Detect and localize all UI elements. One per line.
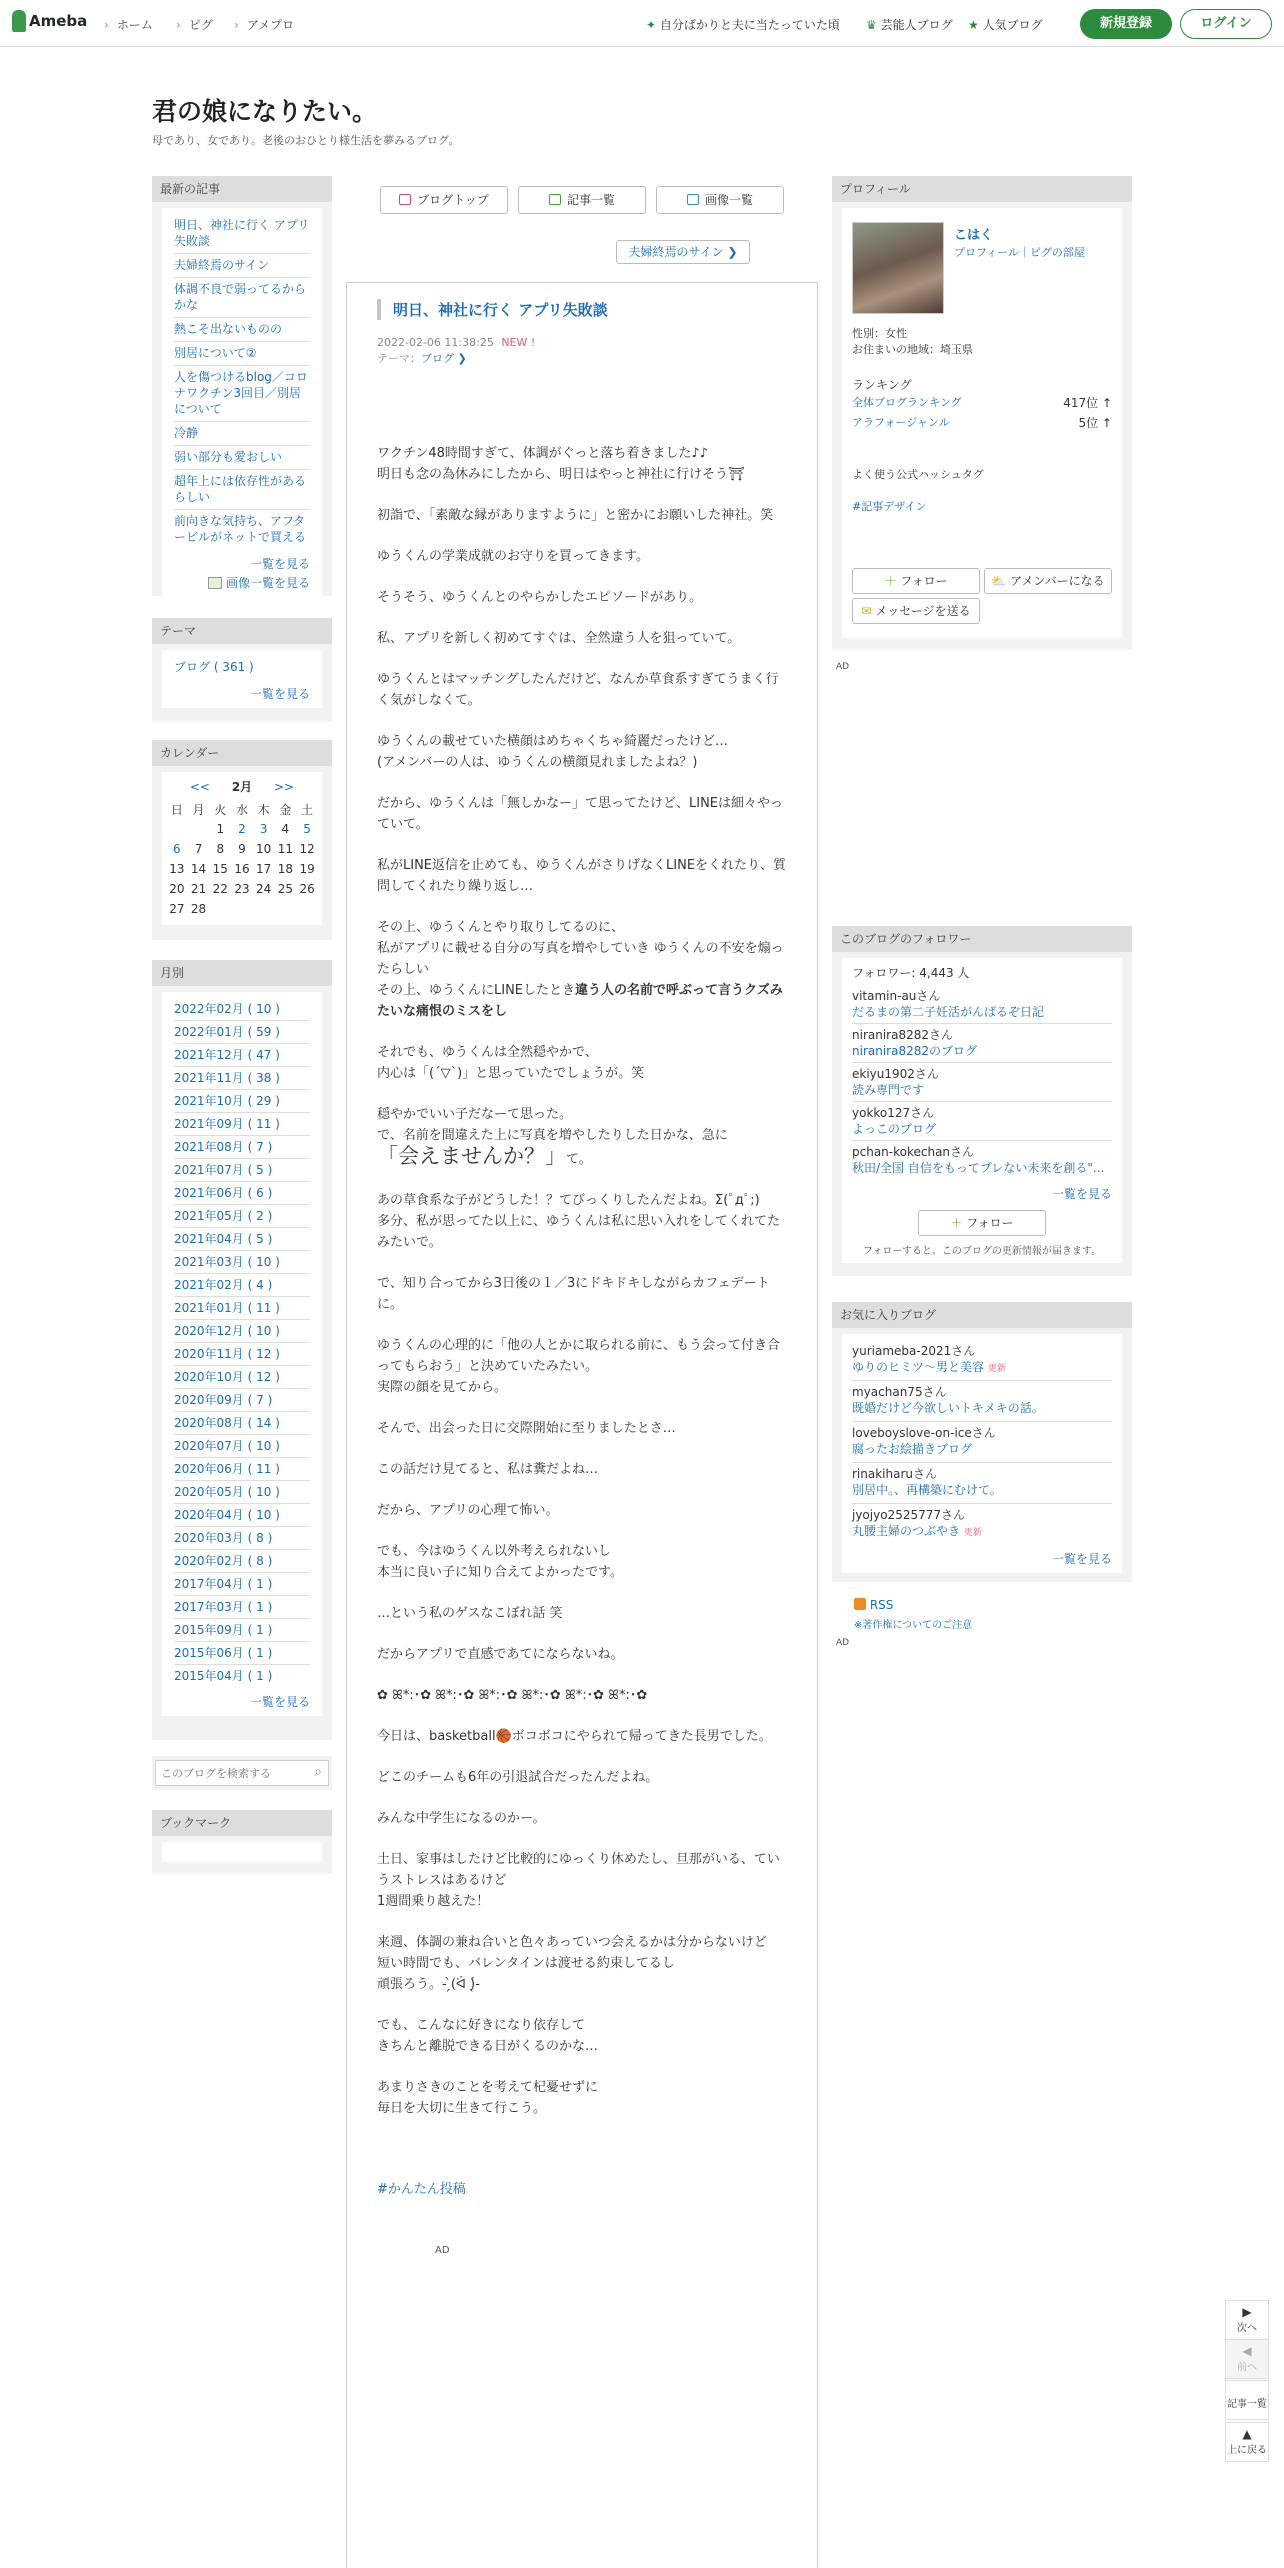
- search-icon[interactable]: ⌕: [314, 1764, 322, 1780]
- crown-icon: ♛: [866, 18, 877, 32]
- back-to-top-button[interactable]: ▲ 上に戻る: [1225, 2422, 1269, 2462]
- paragraph: ワクチン48時間すぎて、体調がぐっと落ち着きました♪♪ 明日も念の為休みにしたから、明日はやっと神社に行けそう⛩: [377, 446, 745, 482]
- recent-posts-list: [174, 214, 310, 549]
- paragraph: この話だけ見てると、私は糞だよね…: [377, 1462, 599, 1477]
- month-archive-item: [174, 1320, 310, 1343]
- follower-user: yokko127さん: [852, 1106, 935, 1120]
- paragraph: …という私のゲスなこぼれ話 笑: [377, 1606, 563, 1621]
- bold-text: 違う人の名前で呼ぶって言うクズみたいな痛恨のミスをし: [377, 983, 783, 1019]
- recent-post-item: [174, 422, 310, 446]
- favorite-blog-item: [852, 1422, 1112, 1463]
- followers-list: [852, 985, 1112, 1179]
- paragraph: 土日、家事はしたけど比較的にゆっくり休めたし、旦那がいる、ていうストレスはあるけど 1週間乗り越えた！: [377, 1852, 780, 1909]
- month-archive-link[interactable]: 2021年02月 ( 4 ): [174, 1278, 273, 1292]
- calendar-box: [152, 740, 332, 940]
- calendar-day: [275, 899, 297, 919]
- nav-pigg[interactable]: › ピグ: [176, 16, 213, 33]
- month-archive-item: [174, 1619, 310, 1642]
- follower-item: [852, 1141, 1112, 1179]
- calendar-day: 18: [277, 862, 293, 876]
- recent-post-item: [174, 446, 310, 470]
- month-archive-item: [174, 1389, 310, 1412]
- updated-badge: 更新: [987, 1364, 1006, 1374]
- nav-home[interactable]: › ホーム: [104, 16, 153, 33]
- follower-user: vitamin-auさん: [852, 989, 941, 1003]
- weekday-label: 月: [192, 802, 205, 817]
- rss-link[interactable]: RSS: [869, 1598, 894, 1612]
- recent-post-link[interactable]: 夫婦終焉のサイン: [174, 258, 270, 272]
- month-archive-link[interactable]: 2021年05月 ( 2 ): [174, 1209, 273, 1223]
- paragraph: ゆうくんの載せていた横顔はめちゃくちゃ綺麗だったけど… (アメンバーの人は、ゆうくんの横顔見れましたよね？): [377, 734, 729, 770]
- month-archive-link[interactable]: 2020年06月 ( 11 ): [174, 1462, 280, 1476]
- amember-button[interactable]: ⛅ アメンバーになる: [984, 568, 1112, 594]
- global-header: [0, 0, 1284, 47]
- month-archive-item: [174, 1504, 310, 1527]
- favorite-blog-item: [852, 1340, 1112, 1381]
- month-archive-item: [174, 1182, 310, 1205]
- month-archive-link[interactable]: 2020年07月 ( 10 ): [174, 1439, 280, 1453]
- favorites-heading: お気に入りブログ: [832, 1302, 1132, 1328]
- calendar-day[interactable]: 5: [303, 822, 311, 836]
- month-archive-link[interactable]: 2021年08月 ( 7 ): [174, 1140, 273, 1154]
- followers-heading: このブログのフォロワー: [832, 926, 1132, 952]
- copyright-note-link[interactable]: ※著作権についてのご注意: [854, 1620, 973, 1631]
- rss-icon: [854, 1598, 866, 1610]
- calendar-day: 21: [190, 882, 207, 896]
- paragraph: でも、こんなに好きになり依存して きちんと離脱できる日がくるのかな…: [377, 2018, 599, 2054]
- paragraph: だからアプリで直感であてにならないね。: [377, 1647, 624, 1662]
- follower-item: [852, 1063, 1112, 1102]
- monthly-list: [174, 998, 310, 1687]
- calendar-day: [188, 819, 210, 839]
- month-archive-link[interactable]: 2022年01月 ( 59 ): [174, 1025, 280, 1039]
- entry-body: [377, 443, 789, 2281]
- calendar-day: 26: [299, 882, 315, 896]
- month-archive-link[interactable]: 2020年08月 ( 14 ): [174, 1416, 280, 1430]
- favorite-user: myachan75さん: [852, 1385, 947, 1399]
- favorite-blog-link[interactable]: 既婚だけど今欲しいトキメキの話。: [852, 1401, 1044, 1415]
- search-box: [152, 1756, 332, 1790]
- paragraph: 来週、体調の兼ね合いと色々あっていつ会えるかは分からないけど 短い時間でも、バレンタインは渡せる約束してるし 頑張ろう。- ̗̀(ᐛ )̖́-: [377, 1935, 767, 1992]
- month-archive-item: [174, 1412, 310, 1435]
- favorites-box: [832, 1302, 1132, 1582]
- tab-entry-list[interactable]: 記事一覧: [518, 186, 646, 214]
- follower-user: ekiyu1902さん: [852, 1067, 939, 1081]
- month-archive-item: [174, 1251, 310, 1274]
- theme-more-link[interactable]: 一覧を見る: [249, 687, 310, 701]
- updated-badge: 更新: [963, 1528, 982, 1538]
- ameba-logo[interactable]: Ameba: [12, 10, 87, 32]
- favorite-blog-item: [852, 1463, 1112, 1504]
- header-trend-link[interactable]: ✦ 自分ばかりと夫に当たっていた頃: [646, 18, 840, 32]
- follower-item: [852, 1102, 1112, 1141]
- theme-label: テーマ：: [377, 352, 421, 365]
- paragraph: どこのチームも6年の引退試合だったんだよね。: [377, 1770, 659, 1785]
- paragraph: あの草食系な子がどうした！？てびっくりしたんだよね。Σ(ﾟдﾟ;) 多分、私が思ってた以上に、ゆうくんは私に思い入れをしてくれてたみたいで。: [377, 1193, 781, 1250]
- month-archive-link[interactable]: 2020年09月 ( 7 ): [174, 1393, 273, 1407]
- recent-post-item: [174, 318, 310, 342]
- recent-post-item: [174, 214, 310, 254]
- month-archive-item: [174, 998, 310, 1021]
- favorite-blog-item: [852, 1381, 1112, 1422]
- favorite-blog-link[interactable]: ゆりのヒミツ〜男と美容: [852, 1360, 985, 1374]
- tab-image-list[interactable]: 画像一覧: [656, 186, 784, 214]
- calendar-day: 14: [190, 862, 207, 876]
- calendar-table: [166, 799, 318, 919]
- followers-box: [832, 926, 1132, 1276]
- month-archive-link[interactable]: 2017年03月 ( 1 ): [174, 1600, 273, 1614]
- paragraph: あまりさきのことを考えて杞憂せずに 毎日を大切に生きて行こう。: [377, 2080, 599, 2116]
- favorite-blog-link[interactable]: 丸腰主婦のつぶやき: [852, 1524, 961, 1538]
- quote-text: 「会えませんか？」: [377, 1144, 566, 1168]
- profile-name[interactable]: こはく: [954, 228, 994, 243]
- recent-post-item: [174, 342, 310, 366]
- recent-post-item: [174, 278, 310, 318]
- rss-ad-label: AD: [836, 1638, 850, 1648]
- month-archive-link[interactable]: 2021年03月 ( 10 ): [174, 1255, 280, 1269]
- calendar-day: [231, 899, 253, 919]
- month-archive-item: [174, 1228, 310, 1251]
- register-button[interactable]: 新規登録: [1080, 9, 1172, 39]
- favorite-user: yuriameba-2021さん: [852, 1344, 976, 1358]
- calendar-day[interactable]: 2: [238, 822, 246, 836]
- favorite-user: loveboyslove-on-iceさん: [852, 1426, 996, 1440]
- follower-user: niranira8282さん: [852, 1028, 953, 1042]
- paragraph: 穏やかでいい子だなーて思った。 で、名前を間違えた上に写真を増やしたりした日かな、急に 「会えませんか？」て。: [377, 1107, 728, 1168]
- paragraph: みんな中学生になるのかー。: [377, 1811, 546, 1826]
- paragraph: だから、ゆうくんは「無しかなー」て思ってたけど、LINEは細々やっていて。: [377, 796, 784, 832]
- profile-heading: プロフィール: [832, 176, 1132, 202]
- entry-date: 2022-02-06 11:38:25: [377, 336, 494, 349]
- entry-title[interactable]: 明日、神社に行く アプリ失敗談: [377, 299, 608, 320]
- monthly-heading: 月別: [152, 960, 332, 986]
- paragraph: そうそう、ゆうくんとのやらかしたエピソードがあり。: [377, 590, 703, 605]
- ameba-figure-icon: [12, 10, 26, 32]
- monthly-box: [152, 960, 332, 1740]
- recent-post-item: [174, 254, 310, 278]
- calendar-next[interactable]: >>: [274, 780, 295, 794]
- month-archive-link[interactable]: 2020年10月 ( 12 ): [174, 1370, 280, 1384]
- calendar-day: 15: [212, 862, 228, 876]
- prev-entry-button[interactable]: ◀ 前へ: [1225, 2339, 1269, 2379]
- calendar-day: 28: [190, 902, 207, 916]
- follower-item: [852, 1024, 1112, 1063]
- profile-box: [832, 176, 1132, 650]
- header-celeb-link[interactable]: ♛ 芸能人ブログ: [866, 18, 953, 32]
- message-button[interactable]: ✉ メッセージを送る: [852, 598, 980, 624]
- calendar-day: 4: [281, 822, 290, 836]
- ranking-genre-value: 5位 ↑: [1078, 416, 1112, 430]
- calendar-day[interactable]: 6: [173, 842, 181, 856]
- paragraph: ゆうくんの心理的に「他の人とかに取られる前に、もう会って付き合ってもらおう」と決めていたみたい。 実際の顔を見てから。: [377, 1338, 781, 1395]
- list-icon: [549, 194, 561, 205]
- calendar-day: [209, 899, 231, 919]
- profile-hashtag[interactable]: #記事デザイン: [852, 500, 927, 513]
- recent-more-link[interactable]: 一覧を見る: [249, 557, 310, 571]
- profile-location: お住まいの地域：埼玉県: [852, 343, 973, 356]
- paragraph: で、知り合ってから3日後の１／3にドキドキしながらカフェデートに。: [377, 1276, 770, 1312]
- ranking-overall-value: 417位 ↑: [1063, 396, 1112, 410]
- follower-count: フォロワー: 4,443 人: [852, 966, 970, 980]
- followers-more-link[interactable]: 一覧を見る: [1051, 1187, 1112, 1201]
- profile-avatar[interactable]: [852, 222, 944, 314]
- ranking-overall-link[interactable]: 全体ブログランキング: [852, 396, 962, 409]
- month-archive-link[interactable]: 2020年04月 ( 10 ): [174, 1508, 280, 1522]
- month-archive-item: [174, 1044, 310, 1067]
- favorites-more-link[interactable]: 一覧を見る: [1051, 1552, 1112, 1566]
- ranking-genre-link[interactable]: アラフォージャンル: [852, 416, 950, 429]
- calendar-day: [166, 819, 188, 839]
- recent-post-link[interactable]: 超年上には依存性があるらしい: [174, 474, 307, 504]
- month-archive-item: [174, 1435, 310, 1458]
- month-archive-link[interactable]: 2020年12月 ( 10 ): [174, 1324, 280, 1338]
- monthly-more-link[interactable]: 一覧を見る: [249, 1695, 310, 1709]
- bookmark-box: [152, 1810, 332, 1874]
- favorite-blog-item: [852, 1504, 1112, 1544]
- prev-post-button[interactable]: 夫婦終焉のサイン ❯: [616, 240, 750, 264]
- follower-blog-link[interactable]: 秋田/全国 自信をもってプレない未来を創る"...: [852, 1161, 1105, 1175]
- month-archive-item: [174, 1481, 310, 1504]
- follower-blog-link[interactable]: だるまの第二子妊活がんばるぞ日記: [852, 1005, 1045, 1019]
- follow-note: フォローすると、このブログの更新情報が届きます。: [862, 1246, 1102, 1257]
- profile-ad-label: AD: [836, 662, 850, 672]
- sparkle-icon: ✦: [646, 18, 657, 32]
- calendar-month: 2月: [231, 780, 253, 794]
- paragraph: ゆうくんとはマッチングしたんだけど、なんか草食系すぎてうまく行く気がしなくて。: [377, 672, 779, 708]
- arrow-up-icon: ▲: [1242, 2427, 1252, 2441]
- month-archive-item: [174, 1136, 310, 1159]
- calendar-day: 23: [234, 882, 250, 896]
- recent-posts-heading: 最新の記事: [152, 176, 332, 202]
- calendar-prev[interactable]: <<: [189, 780, 210, 794]
- arrow-left-icon: ◀: [1242, 2344, 1252, 2358]
- recent-post-item: [174, 470, 310, 510]
- profile-links[interactable]: プロフィール｜ピグの部屋: [954, 246, 1085, 259]
- camera-icon: [687, 194, 699, 205]
- profile-gender: 性別：女性: [852, 327, 907, 340]
- favorite-user: rinakiharuさん: [852, 1467, 938, 1481]
- month-archive-item: [174, 1159, 310, 1182]
- paragraph: それでも、ゆうくんは全然穏やかで、 内心は「(´▽`)」と思っていたでしょうが。笑: [377, 1045, 645, 1081]
- recent-post-link[interactable]: 熱こそ出ないものの: [174, 322, 283, 336]
- plus-icon: ＋: [884, 574, 897, 588]
- calendar-day[interactable]: 3: [259, 822, 268, 836]
- entry-ad-label: AD: [435, 2245, 450, 2256]
- recent-post-link[interactable]: 前向きな気持ち、アフタービルがネットで買える: [174, 514, 307, 544]
- mail-icon: ✉: [861, 604, 872, 618]
- login-button[interactable]: ログイン: [1180, 9, 1272, 39]
- profile-follow-button[interactable]: ＋ フォロー: [852, 568, 980, 594]
- month-archive-link[interactable]: 2015年09月 ( 1 ): [174, 1623, 273, 1637]
- month-archive-item: [174, 1366, 310, 1389]
- star-icon: ★: [968, 18, 979, 32]
- weekday-label: 土: [301, 802, 314, 817]
- weekday-label: 金: [279, 802, 292, 817]
- theme-item[interactable]: ブログ ( 361 ): [174, 660, 254, 674]
- month-archive-item: [174, 1665, 310, 1687]
- new-badge: NEW !: [501, 336, 536, 349]
- month-archive-item: [174, 1021, 310, 1044]
- calendar-day: 10: [256, 842, 272, 856]
- recent-post-link[interactable]: 冷静: [174, 426, 199, 440]
- weekday-label: 木: [257, 802, 270, 817]
- month-archive-item: [174, 1113, 310, 1136]
- blog-search-input[interactable]: [156, 1761, 296, 1785]
- recent-post-item: [174, 510, 310, 549]
- calendar-day: 13: [169, 862, 185, 876]
- month-archive-link[interactable]: 2021年04月 ( 5 ): [174, 1232, 273, 1246]
- image-list-icon: [208, 577, 222, 589]
- month-archive-link[interactable]: 2021年06月 ( 6 ): [174, 1186, 273, 1200]
- recent-post-link[interactable]: 別居について②: [174, 346, 257, 360]
- calendar-day: 22: [212, 882, 228, 896]
- paragraph: だから、アプリの心理て怖い。: [377, 1503, 559, 1518]
- recent-post-link[interactable]: 人を傷つけるblog／コロナワクチン3回目／別居について: [174, 370, 308, 416]
- favorite-blog-link[interactable]: 別居中。、再構築にむけて。: [852, 1483, 1002, 1497]
- header-popular-link[interactable]: ★ 人気ブログ: [968, 18, 1043, 32]
- paragraph: その上、ゆうくんとやり取りしてるのに、 私がアプリに載せる自分の写真を増やしていき ゆうくんの不安を煽ったらしい その上、ゆうくんにLINEしたとき違う人の名前で呼ぶって言うクズみたいな痛恨のミスをし: [377, 920, 784, 1019]
- month-archive-item: [174, 1596, 310, 1619]
- nav-amepro[interactable]: › アメプロ: [234, 16, 294, 33]
- calendar-day: 27: [169, 902, 185, 916]
- month-archive-link[interactable]: 2021年12月 ( 47 ): [174, 1048, 280, 1062]
- blog-title[interactable]: 君の娘になりたい。: [152, 97, 378, 126]
- calendar-day: 16: [234, 862, 250, 876]
- tab-blog-top[interactable]: ブログトップ: [380, 186, 508, 214]
- blog-description: 母であり、女であり。老後のおひとり様生活を夢みるブログ。: [152, 134, 460, 147]
- weekday-label: 日: [170, 802, 183, 817]
- favorite-blog-link[interactable]: 腐ったお絵描きブログ: [852, 1442, 973, 1456]
- month-archive-link[interactable]: 2017年04月 ( 1 ): [174, 1577, 273, 1591]
- amember-icon: ⛅: [991, 574, 1007, 588]
- ranking-heading: ランキング: [852, 378, 912, 392]
- month-archive-item: [174, 1527, 310, 1550]
- theme-heading: テーマ: [152, 618, 332, 644]
- recent-post-link[interactable]: 弱い部分も愛おしい: [174, 450, 283, 464]
- arrow-right-icon: ▶: [1242, 2305, 1252, 2319]
- calendar-day: [253, 899, 275, 919]
- month-archive-link[interactable]: 2020年11月 ( 12 ): [174, 1347, 280, 1361]
- month-archive-item: [174, 1274, 310, 1297]
- month-archive-item: [174, 1642, 310, 1665]
- plus-icon: ＋: [950, 1216, 963, 1230]
- paragraph: 私、アプリを新しく初めてすぐは、全然違う人を狙っていて。: [377, 631, 741, 646]
- month-archive-link[interactable]: 2015年04月 ( 1 ): [174, 1669, 273, 1683]
- calendar-day: [296, 899, 318, 919]
- calendar-day: 25: [277, 882, 293, 896]
- calendar-day: 11: [277, 842, 293, 856]
- recent-images-link[interactable]: 画像一覧を見る: [225, 576, 310, 590]
- follower-blog-link[interactable]: 読み専門です: [852, 1083, 925, 1097]
- month-archive-link[interactable]: 2021年07月 ( 5 ): [174, 1163, 273, 1177]
- month-archive-item: [174, 1297, 310, 1320]
- follower-item: [852, 985, 1112, 1024]
- calendar-day: 7: [194, 842, 203, 856]
- follower-user: pchan-kokechanさん: [852, 1145, 975, 1159]
- month-archive-link[interactable]: 2022年02月 ( 10 ): [174, 1002, 280, 1016]
- paragraph: 今日は、basketball🏀ボコボコにやられて帰ってきた長男でした。: [377, 1729, 772, 1744]
- hashtag-heading: よく使う公式ハッシュタグ: [852, 468, 984, 481]
- favorites-list: [852, 1340, 1112, 1544]
- entry-theme-link[interactable]: ブログ ❯: [421, 352, 467, 365]
- month-archive-item: [174, 1550, 310, 1573]
- month-archive-link[interactable]: 2021年11月 ( 38 ): [174, 1071, 280, 1085]
- recent-post-link[interactable]: 体調不良で弱ってるからかな: [174, 282, 307, 312]
- calendar-day: 8: [216, 842, 225, 856]
- weekday-label: 火: [214, 802, 227, 817]
- month-archive-item: [174, 1343, 310, 1366]
- entry-hashtag[interactable]: #かんたん投稿: [377, 2182, 466, 2197]
- recent-post-link[interactable]: 明日、神社に行く アプリ失敗談: [174, 218, 310, 248]
- calendar-day: 9: [238, 842, 246, 856]
- recent-post-item: [174, 366, 310, 422]
- calendar-day: 19: [299, 862, 315, 876]
- month-archive-link[interactable]: 2021年09月 ( 11 ): [174, 1117, 280, 1131]
- recent-posts-box: [152, 176, 332, 596]
- calendar-heading: カレンダー: [152, 740, 332, 766]
- paragraph: 私がLINE返信を止めても、ゆうくんがさりげなくLINEをくれたり、質問してくれたり繰り返し…: [377, 858, 787, 894]
- follower-blog-link[interactable]: niranira8282のブログ: [852, 1044, 977, 1058]
- calendar-day: 17: [256, 862, 272, 876]
- calendar-day: 24: [256, 882, 272, 896]
- month-archive-link[interactable]: 2020年03月 ( 8 ): [174, 1531, 273, 1545]
- calendar-day: 12: [299, 842, 315, 856]
- month-archive-item: [174, 1458, 310, 1481]
- followers-follow-button[interactable]: ＋ フォロー: [918, 1210, 1046, 1236]
- paragraph: 初詣で、「素敵な縁がありますように」と密かにお願いした神社。笑: [377, 508, 774, 523]
- calendar-day: 20: [169, 882, 185, 896]
- paragraph: そんで、出会った日に交際開始に至りましたとさ…: [377, 1421, 676, 1436]
- month-archive-link[interactable]: 2021年01月 ( 11 ): [174, 1301, 280, 1315]
- follower-blog-link[interactable]: よっこのブログ: [852, 1122, 937, 1136]
- month-archive-item: [174, 1067, 310, 1090]
- bookmark-heading: ブックマーク: [152, 1810, 332, 1836]
- theme-box: [152, 618, 332, 722]
- month-archive-link[interactable]: 2020年05月 ( 10 ): [174, 1485, 280, 1499]
- month-archive-link[interactable]: 2015年06月 ( 1 ): [174, 1646, 273, 1660]
- month-archive-link[interactable]: 2020年02月 ( 8 ): [174, 1554, 273, 1568]
- blog-entry: [346, 282, 818, 2568]
- paragraph: ゆうくんの学業成就のお守りを買ってきます。: [377, 549, 649, 564]
- calendar-day: 1: [216, 822, 225, 836]
- month-archive-item: [174, 1090, 310, 1113]
- weekday-label: 水: [235, 802, 248, 817]
- paragraph: でも、今はゆうくん以外考えられないし 本当に良い子に知り合えてよかったです。: [377, 1544, 623, 1580]
- month-archive-item: [174, 1573, 310, 1596]
- favorite-user: jyojyo2525777さん: [852, 1508, 965, 1522]
- entry-list-button[interactable]: 記事一覧: [1225, 2380, 1269, 2420]
- home-icon: [399, 194, 411, 205]
- month-archive-link[interactable]: 2021年10月 ( 29 ): [174, 1094, 280, 1108]
- paragraph: ✿ ꕤ*:･✿ ꕤ*:･✿ ꕤ*:･✿ ꕤ*:･✿ ꕤ*:･✿ ꕤ*:･✿: [377, 1688, 648, 1703]
- next-entry-button[interactable]: ▶ 次へ: [1225, 2300, 1269, 2340]
- month-archive-item: [174, 1205, 310, 1228]
